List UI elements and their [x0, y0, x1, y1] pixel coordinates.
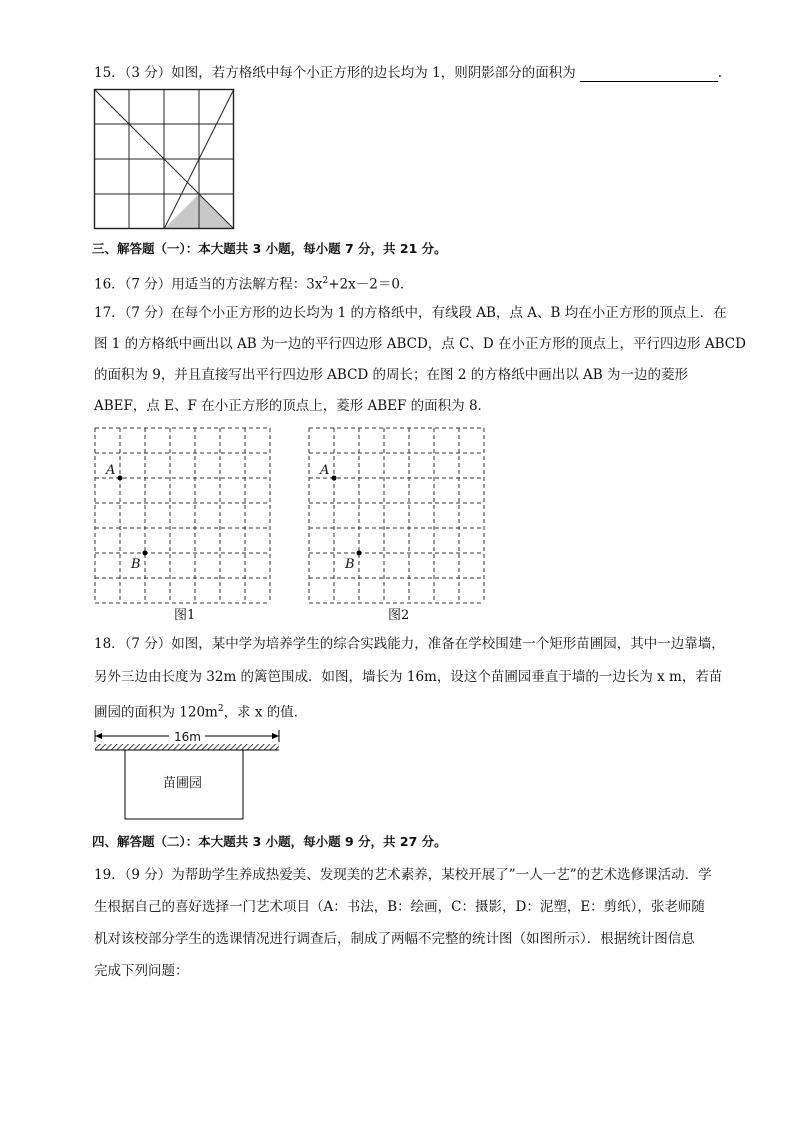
- q18-line3: 圃园的面积为 $120m^2$，求 x 的值．: [94, 704, 308, 721]
- q19-line1: 19．（9 分）为帮助学生养成热爱美、发现美的艺术素养，某校开展了”一人一艺”的艺术选修课活动．学: [94, 867, 712, 883]
- fig2-caption: 图2: [388, 608, 410, 623]
- shaded-region: [164, 194, 199, 229]
- garden-label: 苗圃园: [163, 776, 203, 791]
- fig1-label-b: B: [131, 557, 141, 572]
- q19-line2: 生根据自己的喜好选择一门艺术项目（A：书法，B：绘画，C：摄影，D：泥塑，E：剪纸），张老师随: [94, 899, 705, 915]
- q17-line2: 图 1 的方格纸中画出以 AB 为一边的平行四边形 ABCD，点 C、D 在小正方形的顶点上，平行四边形 ABCD: [94, 336, 746, 352]
- q17-line4: ABEF，点 E、F 在小正方形的顶点上，菱形 ABEF 的面积为 8．: [94, 398, 492, 414]
- q15-grid-figure: [94, 89, 234, 229]
- point-b: [143, 551, 148, 556]
- fig1-caption: 图1: [174, 608, 196, 623]
- point-a: [118, 476, 123, 481]
- point-a: [332, 476, 337, 481]
- q15-question: 15．（3 分）如图，若方格纸中每个小正方形的边长均为 1，则阴影部分的面积为: [94, 65, 576, 81]
- q19-line4: 完成下列问题：: [94, 963, 189, 979]
- fig2-label-a: A: [320, 463, 330, 478]
- q15-text: 15．（3 分）如图，若方格纸中每个小正方形的边长均为 1，则阴影部分的面积为 .: [94, 65, 722, 81]
- fig2-label-b: B: [345, 557, 355, 572]
- section4-title: 四、解答题（二）：本大题共 3 小题，每小题 9 分，共 27 分。: [92, 834, 447, 849]
- q18-line2: 另外三边由长度为 32m 的篱笆围成．如图，墙长为 16m，设这个苗圃园垂直于墙的一边长为 x m，若苗: [94, 669, 723, 685]
- q15-answer-blank[interactable]: [580, 67, 718, 82]
- q17-figure-2: [309, 428, 485, 604]
- section3-title: 三、解答题（一）：本大题共 3 小题，每小题 7 分，共 21 分。: [92, 241, 447, 256]
- q17-line1: 17．（7 分）在每个小正方形的边长均为 1 的方格纸中，有线段 AB，点 A、B 均在小正方形的顶点上．在: [94, 305, 727, 321]
- q19-line3: 机对该校部分学生的选课情况进行调查后，制成了两幅不完整的统计图（如图所示）．根据统计图信息: [94, 931, 695, 947]
- q17-line3: 的面积为 9，并且直接写出平行四边形 ABCD 的周长；在图 2 的方格纸中画出以 AB 为一边的菱形: [94, 367, 688, 383]
- fig1-label-a: A: [106, 463, 116, 478]
- q18-line1: 18．（7 分）如图，某中学为培养学生的综合实践能力，准备在学校围建一个矩形苗圃园，其中一边靠墙，: [94, 636, 725, 652]
- q16-text: 16．（7 分）用适当的方法解方程：$3x^2+2x-2=0$．: [94, 276, 414, 293]
- q17-figure-1: [95, 428, 271, 604]
- wall-length-label: 16m: [174, 730, 201, 744]
- point-b: [357, 551, 362, 556]
